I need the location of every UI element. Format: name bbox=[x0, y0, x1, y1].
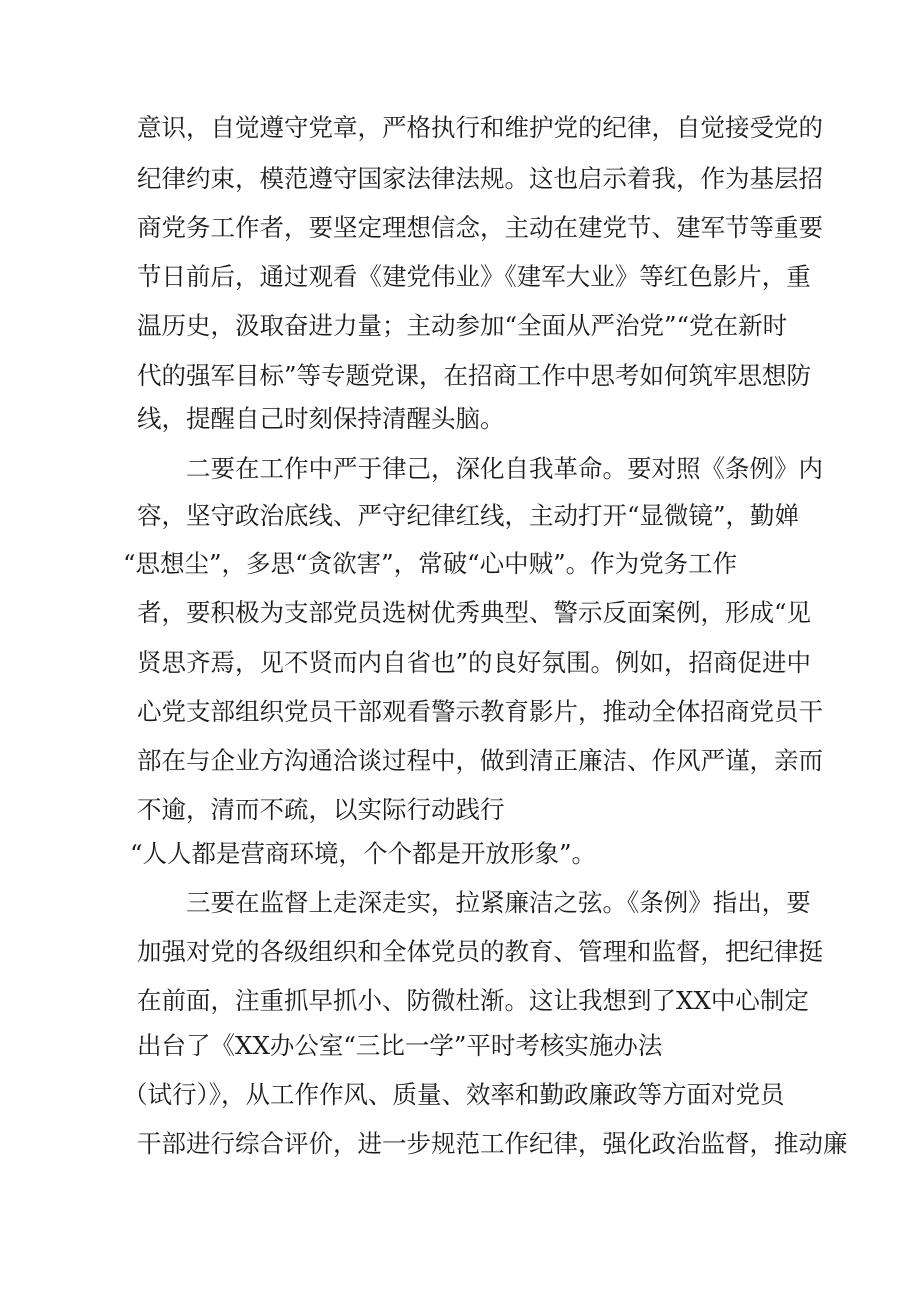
text-line: 商党务工作者，要坚定理想信念，主动在建党节、建军节等重要 bbox=[137, 213, 823, 242]
text-line: 出台了《XX办公室“三比一学”平时考核实施办法 bbox=[137, 1031, 663, 1060]
text-line: “思想尘”，多思“贪欲害”，常破“心中贼”。作为党务工作 bbox=[123, 549, 738, 578]
text-line: 者，要积极为支部党员选树优秀典型、警示反面案例，形成“见 bbox=[137, 598, 812, 627]
text-line: 部在与企业方沟通洽谈过程中，做到清正廉洁、作风严谨，亲而 bbox=[137, 746, 823, 775]
text-line: 线，提醒自己时刻保持清醒头脑。 bbox=[137, 404, 505, 433]
text-line: “人人都是营商环境，个个都是开放形象”。 bbox=[130, 839, 597, 868]
text-line: 纪律约束，模范遵守国家法律法规。这也启示着我，作为基层招 bbox=[137, 164, 823, 193]
text-line: 干部进行综合评价，进一步规范工作纪律，强化政治监督，推动廉 bbox=[137, 1129, 848, 1158]
text-line: 不逾，清而不疏，以实际行动践行 bbox=[137, 795, 505, 824]
text-line: 在前面，注重抓早抓小、防微杜渐。这让我想到了XX中心制定 bbox=[137, 986, 809, 1015]
text-line: （试行）》，从工作作风、质量、效率和勤政廉政等方面对党员 bbox=[123, 1080, 785, 1109]
text-line: 容，坚守政治底线、严守纪律红线，主动打开“显微镜”，勤婵 bbox=[137, 501, 800, 530]
text-line: 贤思齐焉，见不贤而内自省也”的良好氛围。例如，招商促进中 bbox=[137, 648, 812, 677]
text-line: 代的强军目标”等专题党课，在招商工作中思考如何筑牢思想防 bbox=[137, 361, 812, 390]
text-line: 心党支部组织党员干部观看警示教育影片，推动全体招商党员干 bbox=[137, 697, 823, 726]
text-line: 加强对党的各级组织和全体党员的教育、管理和监督，把纪律挺 bbox=[137, 937, 823, 966]
text-line: 温历史，汲取奋进力量；主动参加“全面从严治党”“党在新时 bbox=[137, 311, 788, 340]
text-line: 节日前后，通过观看《建党伟业》《建军大业》等红色影片，重 bbox=[137, 262, 811, 291]
paragraph-first-line: 二要在工作中严于律己，深化自我革命。要对照《条例》内 bbox=[186, 454, 823, 483]
text-line: 意识，自觉遵守党章，严格执行和维护党的纪律，自觉接受党的 bbox=[137, 113, 823, 142]
paragraph-first-line: 三要在监督上走深走实，拉紧廉洁之弦。《条例》指出，要 bbox=[186, 888, 811, 917]
